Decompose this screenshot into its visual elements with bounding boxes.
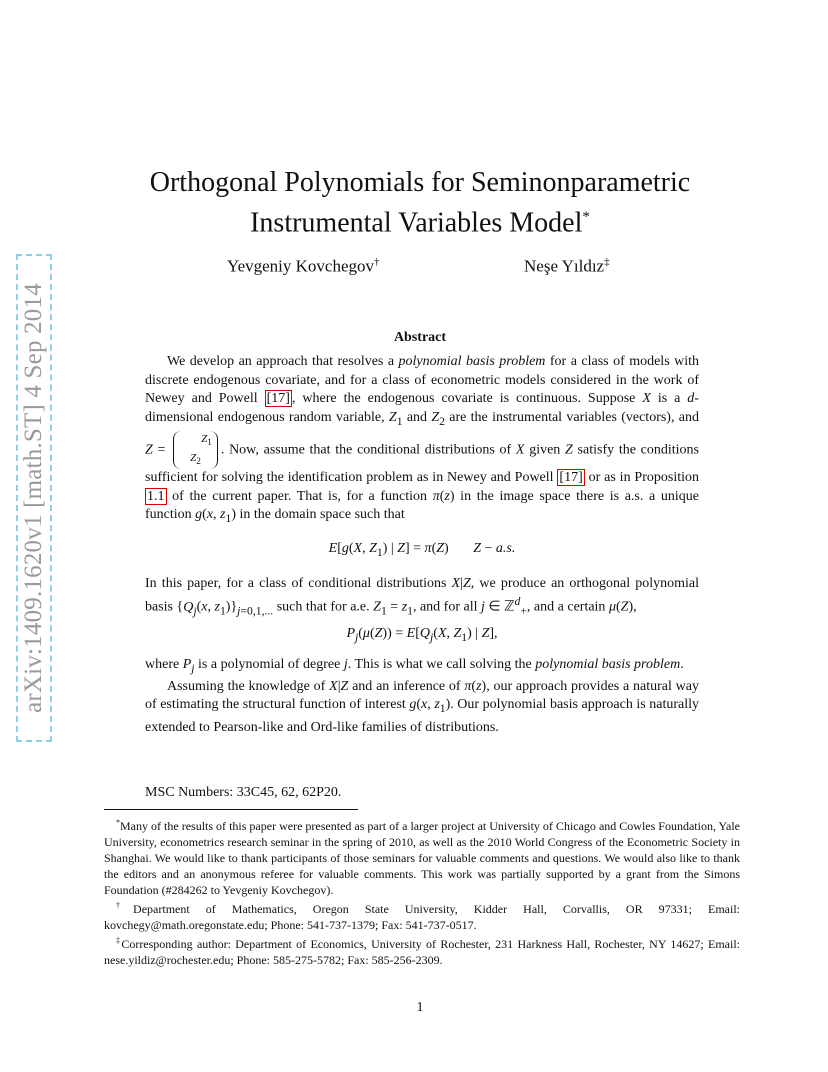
footnote-text: Department of Mathematics, Oregon State University, Kidder Hall, Corvallis, OR 97331; Email: kovchegy@math.oregonstate.edu; Phone: 541-737-1379; Fax: 541-737-0517. — [104, 902, 740, 932]
instrument-vector: $Z_1$ $Z_2$ — [173, 431, 218, 469]
abstract-paragraph: We develop an approach that resolves a polynomial basis problem for a class of models with discrete endogenous covariate, and for a class of econometric models considered in the work of Newey and Powell [17] , where the endogenous covariate is continuous. Suppose X is a d-dimensional endogenous random variable, $Z_1$ and $Z_2$ are the instrumental variables (vectors), and $Z = Z_1$ $Z_2$. Now, assume that the conditional distributions of X given Z satisfy the conditions sufficient for solving the identification problem as in Newey and Powell [17] or as in Proposition 1.1 of the current paper. That is, for a function π(z) in the image space there is a.s. a unique function g(x, $z_1$) in the domain space such that — [145, 354, 700, 525]
paper-title — [120, 166, 720, 240]
author-mark: ‡ — [604, 256, 610, 268]
author-yildiz — [524, 256, 610, 277]
msc-numbers: MSC Numbers: 33C45, 62, 62P20. — [145, 785, 342, 800]
footnote-rule — [104, 809, 358, 810]
citation-link[interactable]: [17] — [266, 391, 290, 406]
citation-link[interactable]: [17] — [559, 470, 583, 486]
proposition-link[interactable]: 1.1 — [147, 488, 165, 504]
footnote-author1: †Department of Mathematics, Oregon State University, Kidder Hall, Corvallis, OR 97331; Email: kovchegy@math.oregonstate.edu; Phone: 541-737-1379; Fax: 541-737-0517. — [104, 901, 740, 932]
author-mark: † — [374, 256, 380, 268]
abstract-body — [145, 353, 699, 737]
equation-identification: E[g(X, $Z_1$) | Z] = π(Z) Z − a.s. — [328, 541, 516, 560]
arxiv-stamp — [16, 254, 52, 742]
footnote-text: Corresponding author: Department of Economics, University of Rochester, 231 Harkness Hall, Rochester, NY 14627; Email: nese.yildiz@rochester.edu; Phone: 585-275-5782; Fax: 585-256-2309. — [104, 937, 741, 967]
author-name: Yevgeniy Kovchegov — [227, 256, 375, 276]
equation-polynomial-basis: $P_j(\mu(Z)) = E[Q_j(X$, $Z_1$) | Z], — [346, 626, 498, 645]
footnote-author2: ‡Corresponding author: Department of Economics, University of Rochester, 231 Harkness Hall, Rochester, NY 14627; Email: nese.yildiz@rochester.edu; Phone: 585-275-5782; Fax: 585-256-2309. — [104, 936, 741, 967]
arxiv-identifier: arXiv:1409.1620v1 [math.ST] 4 Sep 2014 — [20, 283, 47, 713]
page-number: 1 — [416, 1000, 424, 1015]
abstract-heading: Abstract — [393, 330, 447, 345]
title-line-1: Orthogonal Polynomials for Seminonparametric — [149, 167, 691, 198]
abstract-paragraph: In this paper, for a class of conditional distributions X|Z, we produce an orthogonal polynomial basis {$Q_j(x$, $z_1)\}_{j=0,1,...}$ such that for a.e. $Z_1 = z_1$, and for all j ∈ ℤ$^d_+$, and a certain μ(Z), — [145, 575, 699, 618]
footnotes — [104, 815, 740, 968]
footnote-text: Many of the results of this paper were presented as part of a larger project at University of Chicago and Cowles Foundation, Yale University, econometrics research seminar in the spring of 2010, as well as the 2010 World Congress of the Econometric Society in Shanghai. We would like to thank participants of those seminars for valuable comments and questions. We would also like to thank the editors and an anonymous referee for valuable comments. This work was partially supported by a grant from the Simons Foundation (#284262 to Yevgeniy Kovchegov). — [104, 819, 740, 897]
footnote-title: *Many of the results of this paper were presented as part of a larger project at University of Chicago and Cowles Foundation, Yale University, econometrics research seminar in the spring of 2010, as well as the 2010 World Congress of the Econometric Society in Shanghai. We would like to thank participants of those seminars for valuable comments and questions. We would also like to thank the editors and an anonymous referee for valuable comments. This work was partially supported by a grant from the Simons Foundation (#284262 to Yevgeniy Kovchegov). — [104, 818, 740, 897]
abstract-paragraph: where $P_j$ is a polynomial of degree j. This is what we call solving the polynomial basis problem. — [145, 656, 684, 675]
title-footnote-mark: * — [582, 209, 590, 225]
author-name: Neşe Yıldız — [524, 256, 605, 276]
author-kovchegov — [227, 256, 380, 277]
title-line-2: Instrumental Variables Model — [250, 207, 583, 239]
abstract-paragraph: Assuming the knowledge of X|Z and an inference of π(z), our approach provides a natural way of estimating the structural function of interest g(x, $z_1$). Our polynomial basis approach is naturally extended to Pearson-like and Ord-like families of distributions. — [145, 678, 700, 735]
